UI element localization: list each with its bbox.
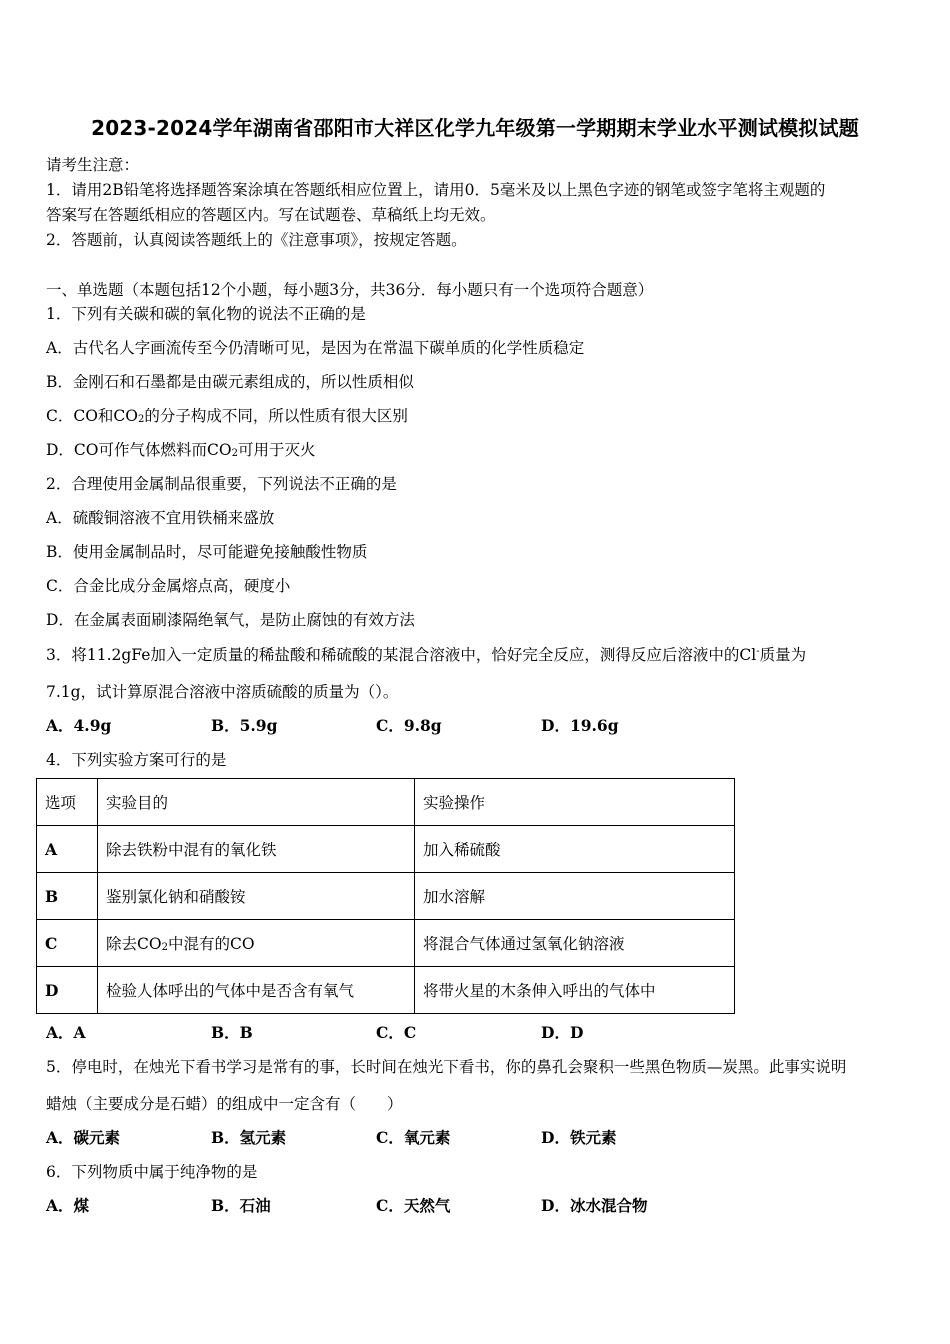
row-purpose: 检验人体呼出的气体中是否含有氧气	[98, 967, 415, 1014]
question-5-option-d: D．铁元素	[541, 1128, 617, 1147]
row-option: C	[37, 920, 98, 967]
question-1-option-a: A．古代名人字画流传至今仍清晰可见，是因为在常温下碳单质的化学性质稳定	[46, 339, 585, 357]
question-2-option-d: D．在金属表面刷漆隔绝氧气，是防止腐蚀的有效方法	[46, 611, 415, 629]
question-3-option-b: B．5.9g	[211, 716, 278, 735]
q1c-text: C．CO和CO	[46, 407, 138, 425]
q1d-text-post: 可用于灭火	[237, 441, 316, 459]
q3-superscript: -	[756, 646, 760, 657]
q1c-subscript: 2	[138, 414, 145, 425]
table-header-row	[37, 779, 735, 826]
section-heading: 一、单选题（本题包括12个小题，每小题3分，共36分．每小题只有一个选项符合题意）	[46, 281, 654, 299]
question-3-option-a: A．4.9g	[46, 716, 112, 735]
row-purpose-text-post: 中混有的CO	[167, 935, 255, 953]
question-5-option-b: B．氢元素	[211, 1128, 287, 1147]
question-5-option-c: C．氧元素	[376, 1128, 451, 1147]
q1c-text-post: 的分子构成不同，所以性质有很大区别	[144, 407, 408, 425]
question-1-stem: 1．下列有关碳和碳的氧化物的说法不正确的是	[46, 305, 366, 323]
row-option: B	[37, 873, 98, 920]
notice-item-1b: 答案写在答题纸相应的答题区内。写在试题卷、草稿纸上均无效。	[46, 206, 496, 224]
table-row	[37, 967, 735, 1014]
row-operation: 加水溶解	[415, 873, 735, 920]
question-3-option-c: C．9.8g	[376, 716, 442, 735]
question-5-stem: 5．停电时，在烛光下看书学习是常有的事，长时间在烛光下看书，你的鼻孔会聚积一些黑色物质—炭黑。此事实说明	[46, 1058, 847, 1076]
question-3-stem	[46, 643, 806, 665]
question-5-stem-2: 蜡烛（主要成分是石蜡）的组成中一定含有（ ）	[46, 1095, 403, 1113]
header-option: 选项	[37, 779, 98, 826]
header-operation: 实验操作	[415, 779, 735, 826]
header-purpose: 实验目的	[98, 779, 415, 826]
question-6-option-c: C．天然气	[376, 1196, 451, 1215]
question-4-option-d: D．D	[541, 1023, 584, 1042]
row-operation: 将带火星的木条伸入呼出的气体中	[415, 967, 735, 1014]
question-5-option-a: A．碳元素	[46, 1128, 121, 1147]
question-4-option-c: C．C	[376, 1023, 417, 1042]
question-1-option-d	[46, 438, 315, 460]
row-purpose-subscript: 2	[161, 942, 168, 953]
question-6-option-d: D．冰水混合物	[541, 1196, 648, 1215]
question-4-stem: 4．下列实验方案可行的是	[46, 751, 227, 769]
table-row	[37, 920, 735, 967]
question-3-stem-2: 7.1g，试计算原混合溶液中溶质硫酸的质量为（）。	[46, 683, 399, 701]
question-6-stem: 6．下列物质中属于纯净物的是	[46, 1163, 258, 1181]
row-purpose: 鉴别氯化钠和硝酸铵	[98, 873, 415, 920]
q3-stem-text-post: 质量为	[759, 646, 807, 664]
question-4-option-a: A．A	[46, 1023, 86, 1042]
row-operation: 将混合气体通过氢氧化钠溶液	[415, 920, 735, 967]
q1d-subscript: 2	[231, 448, 238, 459]
notice-heading: 请考生注意：	[46, 156, 140, 174]
question-6-option-a: A．煤	[46, 1196, 90, 1215]
notice-item-1a: 1．请用2B铅笔将选择题答案涂填在答题纸相应位置上，请用0．5毫米及以上黑色字迹的钢笔或签字笔将主观题的	[46, 181, 826, 199]
question-3-option-d: D．19.6g	[541, 716, 619, 735]
question-2-option-b: B．使用金属制品时，尽可能避免接触酸性物质	[46, 543, 368, 561]
exam-title: 2023-2024学年湖南省邵阳市大祥区化学九年级第一学期期末学业水平测试模拟试题	[91, 116, 859, 140]
experiment-table	[36, 778, 735, 1014]
question-1-option-b: B．金刚石和石墨都是由碳元素组成的，所以性质相似	[46, 373, 414, 391]
question-2-option-a: A．硫酸铜溶液不宜用铁桶来盛放	[46, 509, 275, 527]
question-6-option-b: B．石油	[211, 1196, 271, 1215]
question-1-option-c	[46, 404, 408, 426]
row-option: D	[37, 967, 98, 1014]
table-row	[37, 826, 735, 873]
row-purpose	[98, 920, 415, 967]
row-operation: 加入稀硫酸	[415, 826, 735, 873]
question-4-option-b: B．B	[211, 1023, 253, 1042]
q1d-text: D．CO可作气体燃料而CO	[46, 441, 232, 459]
table-row	[37, 873, 735, 920]
row-purpose-text: 除去CO	[106, 935, 162, 953]
row-option: A	[37, 826, 98, 873]
question-2-option-c: C．合金比成分金属熔点高，硬度小	[46, 577, 291, 595]
question-2-stem: 2．合理使用金属制品很重要，下列说法不正确的是	[46, 475, 397, 493]
q3-stem-text: 3．将11.2gFe加入一定质量的稀盐酸和稀硫酸的某混合溶液中，恰好完全反应，测得反应后溶液中的Cl	[46, 646, 757, 664]
notice-item-2: 2．答题前，认真阅读答题纸上的《注意事项》，按规定答题。	[46, 231, 467, 249]
row-purpose: 除去铁粉中混有的氧化铁	[98, 826, 415, 873]
